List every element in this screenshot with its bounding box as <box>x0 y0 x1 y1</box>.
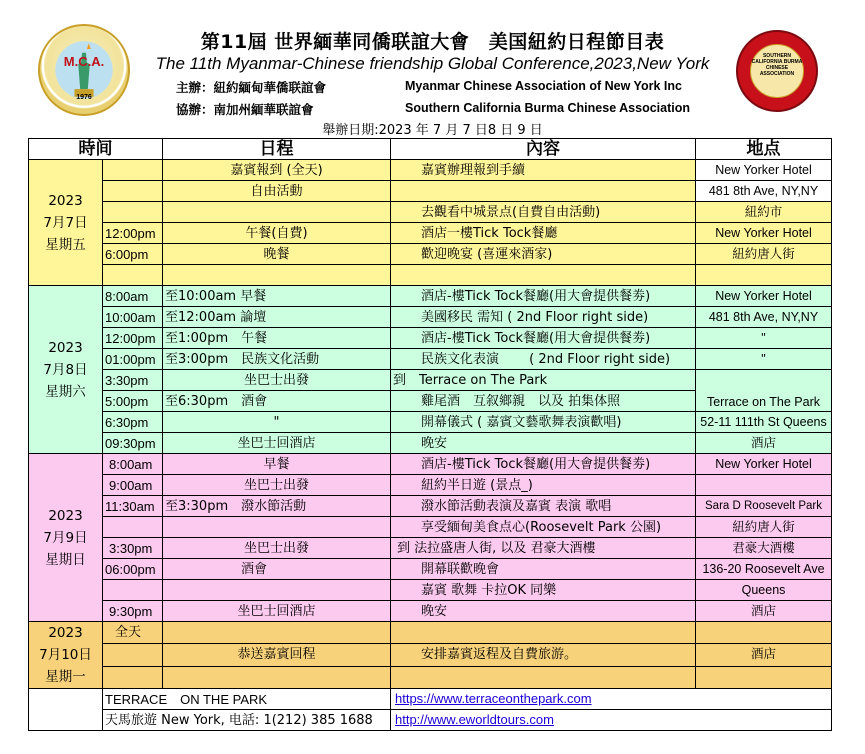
location-cell: Queens <box>696 580 832 601</box>
day-weekday: 星期五 <box>45 236 86 253</box>
content-cell: 享受緬甸美食点心(Roosevelt Park 公園) <box>391 517 696 538</box>
content-cell: 安排嘉賓返程及自費旅游。 <box>391 644 696 666</box>
table-row <box>29 475 832 496</box>
time-cell <box>103 666 163 688</box>
time-cell <box>103 265 163 286</box>
content-cell: 開幕儀式 ( 嘉賓文藝歌舞表演歡唱) <box>391 412 696 433</box>
day-year: 2023 <box>48 625 83 641</box>
location-cell: 酒店 <box>696 644 832 666</box>
table-row <box>29 202 832 223</box>
content-cell: 開幕联歡晚會 <box>391 559 696 580</box>
table-row <box>29 538 832 559</box>
schedule-cell: 至3:30pm 潑水節活動 <box>163 496 391 517</box>
time-cell <box>103 181 163 202</box>
time-cell: 12:00pm <box>103 223 163 244</box>
schedule-cell: 至6:30pm 酒會 <box>163 391 391 412</box>
table-row <box>29 370 832 391</box>
content-cell: 酒店-樓Tick Tock餐廳(用大會提供餐劵) <box>391 286 696 307</box>
content-cell: 到 法拉盛唐人街, 以及 君豪大酒樓 <box>391 538 696 559</box>
schedule-cell <box>163 580 391 601</box>
table-row <box>29 181 832 202</box>
day-weekday: 星期六 <box>45 383 86 400</box>
footer-row <box>29 689 832 710</box>
logo-left-year: 1976 <box>76 94 92 101</box>
schedule-cell: 恭送嘉賓回程 <box>163 644 391 666</box>
location-cell: " <box>696 328 832 349</box>
content-cell: 酒店一樓Tick Tock餐廳 <box>391 223 696 244</box>
day1-label <box>29 160 103 286</box>
schedule-cell: 至10:00am 早餐 <box>163 286 391 307</box>
schedule-cell: 坐巴士回酒店 <box>163 433 391 454</box>
travel-agency: 天馬旅遊 New York, 电話: 1(212) 385 1688 <box>103 710 391 731</box>
venue-name: TERRACE ON THE PARK <box>103 689 391 710</box>
agency-link-cell <box>391 710 832 731</box>
schedule-cell: 坐巴士出發 <box>163 538 391 559</box>
table-row <box>29 244 832 265</box>
table-row <box>29 559 832 580</box>
content-cell: 歡迎晚宴 (喜運來酒家) <box>391 244 696 265</box>
location-cell: 481 8th Ave, NY,NY <box>696 181 832 202</box>
content-cell: 潑水節活動表演及嘉賓 表演 歌唱 <box>391 496 696 517</box>
content-cell: 雞尾酒 互叙鄉親 以及 拍集体照 <box>391 391 696 412</box>
time-cell: 06:00pm <box>103 559 163 580</box>
footer-blank <box>29 689 103 710</box>
content-cell: 酒店-樓Tick Tock餐廳(用大會提供餐劵) <box>391 454 696 475</box>
content-cell: 民族文化表演 ( 2nd Floor right side) <box>391 349 696 370</box>
time-cell <box>103 580 163 601</box>
time-cell: 09:30pm <box>103 433 163 454</box>
time-cell: 9:00am <box>103 475 163 496</box>
schedule-cell: 坐巴士出發 <box>163 475 391 496</box>
time-cell <box>103 644 163 666</box>
table-row <box>29 307 832 328</box>
schedule-cell: 至3:00pm 民族文化活動 <box>163 349 391 370</box>
table-row <box>29 580 832 601</box>
schedule-cell: 至1:00pm 午餐 <box>163 328 391 349</box>
content-cell: 去觀看中城景点(自費自由活動) <box>391 202 696 223</box>
table-row <box>29 622 832 644</box>
content-cell: 晚安 <box>391 601 696 622</box>
schedule-table <box>28 138 832 731</box>
agency-link[interactable]: http://www.eworldtours.com <box>395 712 554 727</box>
venue-link-cell <box>391 689 832 710</box>
time-cell: 3:30pm <box>103 538 163 559</box>
day3-label <box>29 454 103 622</box>
location-cell: 酒店 <box>696 433 832 454</box>
table-header-row <box>29 139 832 160</box>
host-org-cn: 主辦：紐約緬甸華僑联誼會 <box>176 80 327 95</box>
schedule-cell: 嘉賓報到 (全天) <box>163 160 391 181</box>
schedule-cell: " <box>163 412 391 433</box>
content-cell: 到 Terrace on The Park <box>391 370 696 391</box>
table-row <box>29 517 832 538</box>
time-cell: 12:00pm <box>103 328 163 349</box>
schedule-cell <box>163 265 391 286</box>
location-cell: Sara D Roosevelt Park <box>696 496 832 517</box>
location-cell: " <box>696 349 832 370</box>
col-time: 時间 <box>29 139 163 160</box>
table-row <box>29 644 832 666</box>
time-cell: 3:30pm <box>103 370 163 391</box>
event-dates: 舉辦日期:2023 年 7 月 7 日8 日 9 日 <box>322 123 543 138</box>
table-row <box>29 223 832 244</box>
time-cell: 8:00am <box>103 286 163 307</box>
time-cell: 6:30pm <box>103 412 163 433</box>
location-cell: New Yorker Hotel <box>696 286 832 307</box>
col-location: 地点 <box>696 139 832 160</box>
day4-label <box>29 622 103 689</box>
day-year: 2023 <box>48 339 83 356</box>
col-schedule: 日程 <box>163 139 391 160</box>
host-org-en: Myanmar Chinese Association of New York Inc <box>405 79 682 93</box>
table-row <box>29 496 832 517</box>
time-cell: 9:30pm <box>103 601 163 622</box>
cohost-org-cn: 協辦：南加州緬華联誼會 <box>176 102 314 117</box>
footer-row <box>29 710 832 731</box>
time-cell: 11:30am <box>103 496 163 517</box>
venue-link[interactable]: https://www.terraceonthepark.com <box>395 691 592 706</box>
location-cell: 君豪大酒樓 <box>696 538 832 559</box>
content-cell <box>391 265 696 286</box>
table-row <box>29 433 832 454</box>
day-date: 7月7日 <box>43 214 88 231</box>
header <box>0 0 865 140</box>
time-cell: 10:00am <box>103 307 163 328</box>
time-cell <box>103 202 163 223</box>
col-content: 內容 <box>391 139 696 160</box>
table-row <box>29 666 832 688</box>
schedule-cell: 自由活動 <box>163 181 391 202</box>
day-date: 7月10日 <box>39 647 92 663</box>
location-cell: 紐約唐人街 <box>696 517 832 538</box>
time-cell: 5:00pm <box>103 391 163 412</box>
location-cell <box>696 666 832 688</box>
location-cell: 52-11 111th St Queens <box>696 412 832 433</box>
location-cell: New Yorker Hotel <box>696 223 832 244</box>
schedule-cell <box>163 666 391 688</box>
content-cell <box>391 181 696 202</box>
location-cell <box>696 265 832 286</box>
schedule-cell: 晚餐 <box>163 244 391 265</box>
location-cell: Terrace on The Park <box>696 370 832 412</box>
content-cell: 酒店-樓Tick Tock餐廳(用大會提供餐劵) <box>391 328 696 349</box>
schedule-cell: 至12:00am 論壇 <box>163 307 391 328</box>
table-row <box>29 160 832 181</box>
logo-right-text: SOUTHERN CALIFORNIA BURMA CHINESE ASSOCIATION <box>750 44 804 98</box>
location-cell: 紐約唐人街 <box>696 244 832 265</box>
time-cell <box>103 517 163 538</box>
schedule-cell: 坐巴士回酒店 <box>163 601 391 622</box>
day-weekday: 星期一 <box>45 669 86 685</box>
time-cell: 01:00pm <box>103 349 163 370</box>
content-cell: 晚安 <box>391 433 696 454</box>
location-cell: New Yorker Hotel <box>696 160 832 181</box>
table-row <box>29 412 832 433</box>
time-cell <box>103 160 163 181</box>
schedule-cell: 坐巴士出發 <box>163 370 391 391</box>
day-year: 2023 <box>48 192 83 209</box>
content-cell: 紐約半日遊 (景点_) <box>391 475 696 496</box>
location-cell: 酒店 <box>696 601 832 622</box>
day-date: 7月8日 <box>43 361 88 378</box>
content-cell: 美國移民 需知 ( 2nd Floor right side) <box>391 307 696 328</box>
time-cell: 全天 <box>103 622 163 644</box>
location-cell: New Yorker Hotel <box>696 454 832 475</box>
time-cell: 8:00am <box>103 454 163 475</box>
location-cell: 紐約市 <box>696 202 832 223</box>
day-year: 2023 <box>48 507 83 524</box>
logo-left-text: M.C.A. <box>63 54 105 69</box>
content-cell: 嘉賓辦理報到手續 <box>391 160 696 181</box>
schedule-cell: 酒會 <box>163 559 391 580</box>
location-cell: 136-20 Roosevelt Ave <box>696 559 832 580</box>
location-cell <box>696 475 832 496</box>
day-weekday: 星期日 <box>45 551 86 568</box>
table-row <box>29 265 832 286</box>
schedule-cell <box>163 517 391 538</box>
schedule-cell: 午餐(自費) <box>163 223 391 244</box>
day-date: 7月9日 <box>43 529 88 546</box>
schedule-cell: 早餐 <box>163 454 391 475</box>
footer-blank <box>29 710 103 731</box>
schedule-cell <box>163 202 391 223</box>
page-title-en: The 11th Myanmar-Chinese friendship Global Conference,2023,New York <box>155 54 710 73</box>
table-row <box>29 349 832 370</box>
page-title-cn: 第11屆 世界緬華同僑联誼大會 美国紐約日程節目表 <box>200 31 665 53</box>
content-cell <box>391 622 696 644</box>
table-row <box>29 454 832 475</box>
table-row <box>29 286 832 307</box>
content-cell <box>391 666 696 688</box>
table-row <box>29 601 832 622</box>
table-row <box>29 328 832 349</box>
content-cell: 嘉賓 歌舞 卡拉OK 同樂 <box>391 580 696 601</box>
time-cell: 6:00pm <box>103 244 163 265</box>
schedule-cell <box>163 622 391 644</box>
location-cell <box>696 622 832 644</box>
cohost-org-en: Southern California Burma Chinese Association <box>405 101 691 115</box>
location-cell: 481 8th Ave, NY,NY <box>696 307 832 328</box>
day2-label <box>29 286 103 454</box>
